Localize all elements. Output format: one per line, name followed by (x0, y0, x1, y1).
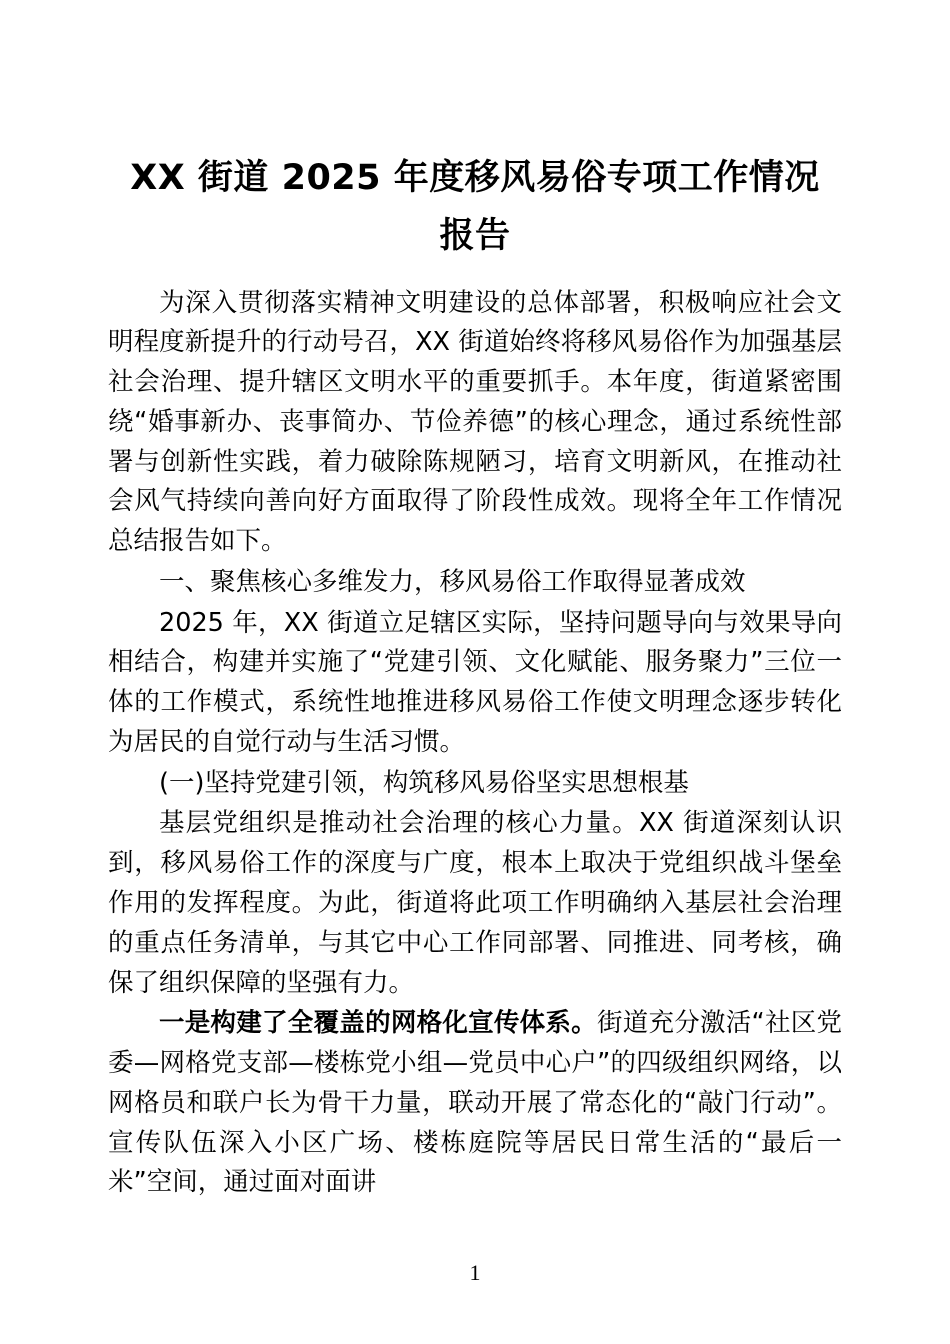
paragraph-intro: 为深入贯彻落实精神文明建设的总体部署，积极响应社会文明程度新提升的行动号召，XX 街道始终将移风易俗作为加强基层社会治理、提升辖区文明水平的重要抓手。本年度，街道紧密围绕“婚事新办、丧事简办、节俭养德”的核心理念，通过系统性部署与创新性实践，着力破除陈规陋习，培育文明新风，在推动社会风气持续向善向好方面取得了阶段性成效。现将全年工作情况总结报告如下。 (108, 287, 842, 557)
point-1-lead: 一是构建了全覆盖的网格化宣传体系。 (159, 1008, 597, 1039)
page-title: XX 街道 2025 年度移风易俗专项工作情况报告 (130, 158, 820, 256)
point-1-body: 街道充分激活“社区党委—网格党支部—楼栋党小组—党员中心户”的四级组织网络，以网格员和联户长为骨干力量，联动开展了常态化的“敲门行动”。宣传队伍深入小区广场、楼栋庭院等居民日常生活的“最后一米”空间，通过面对面讲 (108, 1008, 842, 1198)
paragraph-section-1-1-body: 基层党组织是推动社会治理的核心力量。XX 街道深刻认识到，移风易俗工作的深度与广度，根本上取决于党组织战斗堡垒作用的发挥程度。为此，街道将此项工作明确纳入基层社会治理的重点任务清单，与其它中心工作同部署、同推进、同考核，确保了组织保障的坚强有力。 (108, 808, 842, 998)
paragraph-section-1-body: 2025 年，XX 街道立足辖区实际，坚持问题导向与效果导向相结合，构建并实施了“党建引领、文化赋能、服务聚力”三位一体的工作模式，系统性地推进移风易俗工作使文明理念逐步转化为居民的自觉行动与生活习惯。 (108, 607, 842, 757)
page-number: 1 (469, 1260, 481, 1285)
subsection-heading-1-1: (一)坚持党建引领，构筑移风易俗坚实思想根基 (159, 767, 689, 798)
section-heading-1: 一、聚焦核心多维发力，移风易俗工作取得显著成效 (159, 566, 746, 597)
paragraph-point-1 (108, 1004, 842, 1203)
